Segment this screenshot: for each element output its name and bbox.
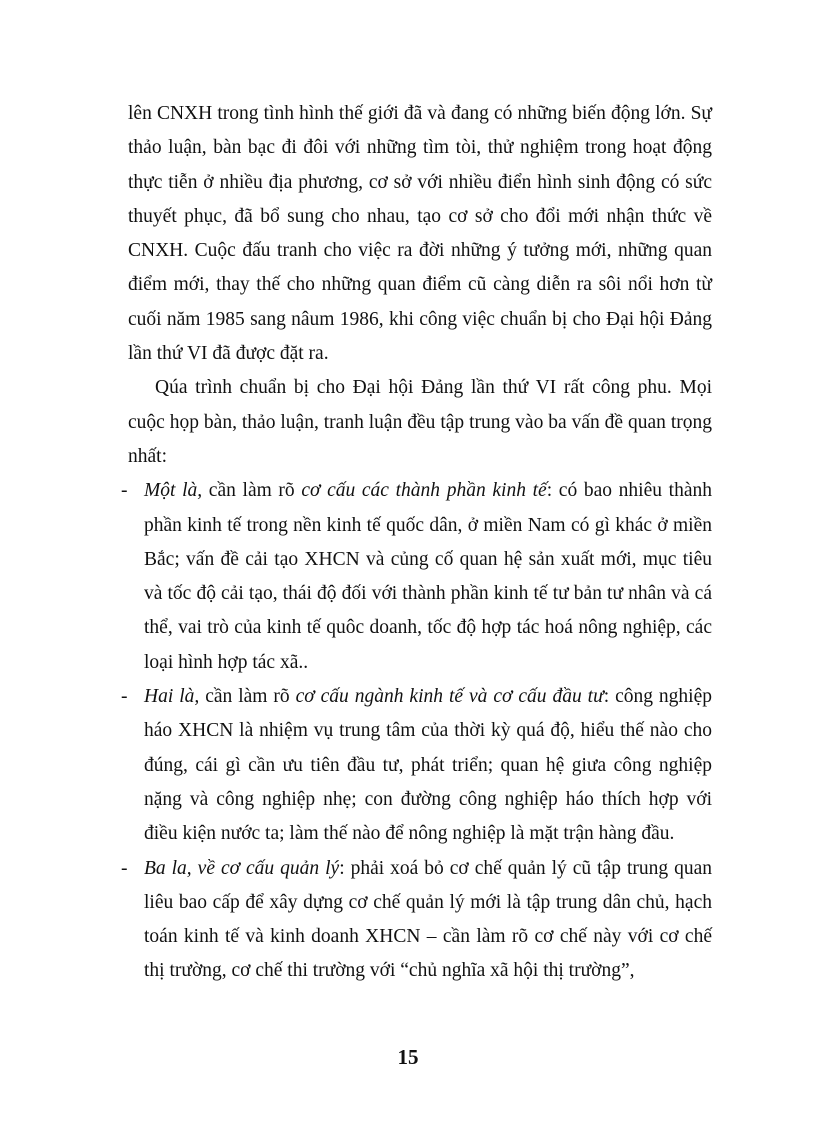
list-item (121, 474, 712, 680)
item-topic: cơ cấu các thành phần kinh tế (301, 480, 547, 502)
item-topic: cơ cấu ngành kinh tế và cơ cấu đầu tư (295, 686, 604, 708)
item-lead: Ba la, (144, 857, 192, 879)
bullet-dash: - (121, 686, 128, 708)
item-mid: cần làm rõ (202, 480, 302, 502)
item-lead: Hai là, (144, 686, 200, 708)
paragraph-continuation: lên CNXH trong tình hình thế giới đã và đang có những biến động lớn. Sự thảo luận, bàn bạc đi đôi với những tìm tòi, thử nghiệm trong hoạt động thực tiễn ở nhiều địa phương, cơ sở với nhiều điển hình sinh động có sức thuyết phục, đã bổ sung cho nhau, tạo cơ sở cho đổi mới nhận thức về CNXH. Cuộc đấu tranh cho việc ra đời những ý tưởng mới, những quan điểm mới, thay thế cho những quan điểm cũ càng diễn ra sôi nổi hơn từ cuối năm 1985 sang nâum 1986, khi công việc chuẩn bị cho Đại hội Đảng lần thứ VI đã được đặt ra. (128, 103, 712, 365)
bullet-dash: - (121, 857, 128, 879)
list-item (121, 680, 712, 851)
paragraph-preparation: Qúa trình chuẩn bị cho Đại hội Đảng lần thứ VI rất công phu. Mọi cuộc họp bàn, thảo luận, tranh luận đều tập trung vào ba vấn đề quan trọng nhất: (128, 377, 712, 467)
item-lead: Một là, (144, 480, 203, 502)
page-number: 15 (397, 1045, 419, 1069)
list-item (121, 852, 712, 989)
body-text (121, 97, 712, 989)
item-mid: cần làm rõ (199, 686, 296, 708)
item-text: : có bao nhiêu thành phần kinh tế trong nền kinh tế quốc dân, ở miền Nam có gì khác ở miền Bắc; vấn đề cải tạo XHCN và củng cố quan hệ sản xuất mới, mục tiêu và tốc độ cải tạo, thái độ đối với thành phần kinh tế tư bản tư nhân và cá thể, vai trò của kinh tế quôc doanh, tốc độ hợp tác hoá nông nghiệp, các loại hình hợp tác xã.. (144, 480, 712, 673)
item-topic: về cơ cấu quản lý (197, 857, 340, 879)
bullet-dash: - (121, 480, 128, 502)
item-text: : phải xoá bỏ cơ chế quản lý cũ tập trung quan liêu bao cấp để xây dựng cơ chế quản lý mới là tập trung dân chủ, hạch toán kinh tế và kinh doanh XHCN – cần làm rõ cơ chế này với cơ chế thị trường, cơ chế thi trường với “chủ nghĩa xã hội thị trường”, (144, 857, 712, 982)
item-text: : công nghiệp háo XHCN là nhiệm vụ trung tâm của thời kỳ quá độ, hiểu thế nào cho đúng, cái gì cần ưu tiên đầu tư, phát triển; quan hệ giưa công nghiệp nặng và công nghiệp nhẹ; con đường công nghiệp háo thích hợp với điều kiện nước ta; làm thế nào để nông nghiệp là mặt trận hàng đầu. (144, 686, 712, 845)
issue-list (121, 474, 712, 988)
